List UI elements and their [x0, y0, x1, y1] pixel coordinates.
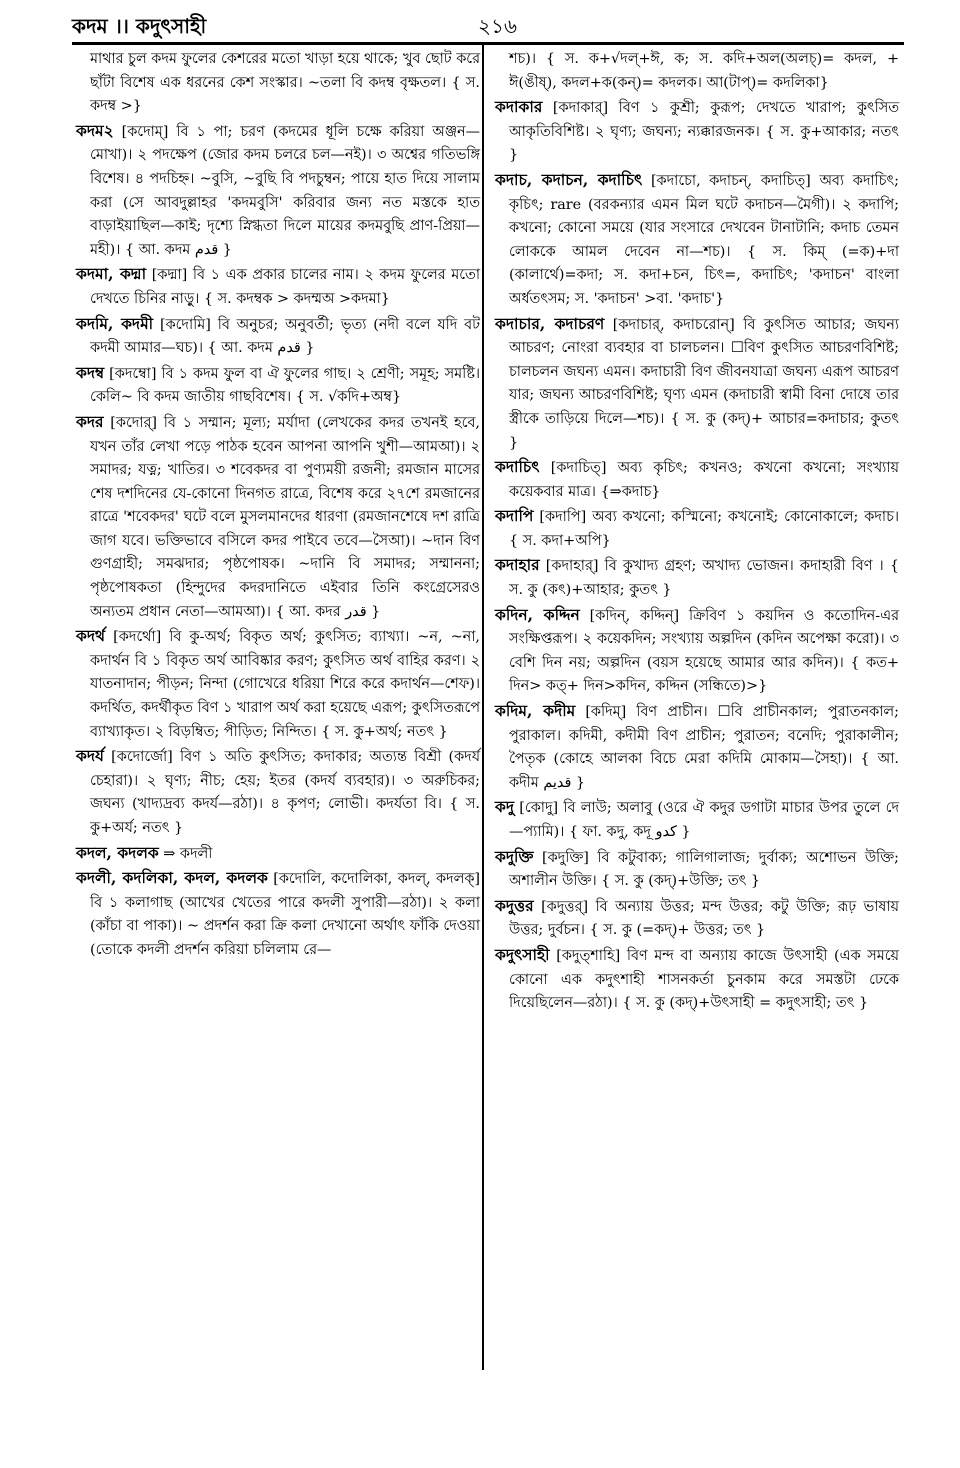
dictionary-entry — [76, 410, 480, 624]
definition: [কদাচার্, কদাচরোন্] বি কুৎসিত আচার; জঘন্য আচরণ; নোংরা ব্যবহার বা চালচলন। ☐বিণ কুৎসিত আচরণবিশিষ্ট; চালচলন জঘন্য এমন। কদাচারী বিণ জীবনযাত্রা জঘন্য এরূপ আচরণ যার; জঘন্য আচরণবিশিষ্ট; ঘৃণ্য এমন (কদাচারী স্বামী বিনা দোষে তার স্ত্রীকে তাড়িয়ে দিলে—শচ)। { স. কু (কদ্)+ আচার=কদাচার; কুতৎ } — [509, 316, 899, 451]
definition: [কদোর্] বি ১ সম্মান; মূল্য; মর্যাদা (লেখকের কদর তখনই হবে, যখন তাঁর লেখা পড়ে পাঠক হবেন আপনা আপনি খুশী—আমআ)। ২ সমাদর; যত্ন; খাতির। ৩ শবেকদর বা পুণ্যময়ী রজনী; রমজান মাসের শেষ দশদিনের যে-কোনো দিনগত রাত্রে, বিশেষ করে ২৭শে রমজানের রাত্রে 'শবেকদর' ঘটে বলে মুসলমানদের ধারণা (রমজানশেষে দশ রাত্রি জাগ যবে। ভক্তিভাবে বসিলে কদর পাইবে তবে—সৈআ)। ~দান বিণ গুণগ্রাহী; সমঝদার; পৃষ্ঠপোষক। ~দানি বি সমাদর; সম্মাননা; পৃষ্ঠপোষকতা (হিন্দুদের কদরদানিতে এইবার তিনি কংগ্রেসেরও অন্যতম প্রধান নেতা—আমআ)। { আ. কদর قدر } — [90, 414, 481, 620]
headword: কদুৎসাহী — [495, 944, 550, 964]
definition: [কদাচিত্] অব্য কৃচিৎ; কখনও; কখনো কখনো; সংখ্যায় কয়েকবার মাত্র। {⇒কদাচ} — [509, 460, 899, 500]
definition: [কদাপি] অব্য কখনো; কস্মিনো; কখনোই; কোনোকালে; কদাচ। { স. কদা+অপি} — [509, 509, 899, 549]
headword: কদর্য — [76, 746, 104, 766]
dictionary-entry — [76, 262, 480, 311]
definition: [কদর্থো] বি কু-অর্থ; বিকৃত অর্থ; কুৎসিত; ব্যাখ্যা। ~ন, ~না, কদার্থন বি ১ বিকৃত অর্থ আবিষ্কার করণ; কুৎসিত অর্থ বাহির করণ। ২ যাতনাদান; পীড়ন; নিন্দা (গোখেরে ধরিয়া শিরে করে কদার্থন—শেফ)। কদর্থিত, কদর্থীকৃত বিণ ১ খারাপ অর্থ করা হয়েছে এরূপ; কুৎসিতরূপে ব্যাখ্যাকৃত। ২ বিড়ম্বিত; পীড়িত; নিন্দিত। { স. কু+অর্থ; নতৎ } — [90, 629, 481, 740]
headword: কদম২ — [76, 120, 114, 140]
dictionary-entry — [495, 312, 899, 456]
headword: কদাপি — [495, 506, 534, 526]
headword: কদু — [495, 797, 514, 817]
dictionary-entry — [76, 744, 480, 840]
definition: [কদুত্তর্] বি অন্যায় উত্তর; মন্দ উত্তর; কটু উক্তি; রূঢ় ভাষায় উত্তর; দুর্বচন। { স. কু (=কদ্)+ উত্তর; তৎ } — [509, 898, 900, 939]
entry-continuation — [76, 48, 480, 119]
headword: কদাচিৎ — [495, 457, 540, 477]
column-divider — [482, 45, 484, 1370]
dictionary-entry — [495, 553, 899, 602]
dictionary-entry — [76, 361, 480, 410]
page-number: ২১৬ — [478, 14, 517, 38]
dictionary-entry — [76, 841, 480, 867]
dictionary-entry — [76, 624, 480, 744]
entry-text: শচ)। { স. ক+√দল্+ঈ, ক; স. কদি+অল(অলচ্)= কদল, + ঈ(ঙীষ্), কদল+ক(কন্)= কদলক। আ(টাপ্)= কদলিকা} — [509, 51, 899, 91]
dictionary-entry — [495, 603, 899, 699]
dictionary-entry — [495, 95, 899, 168]
dictionary-entry — [495, 943, 899, 1016]
headword: কদাকার — [495, 97, 543, 117]
headword: কদাচ, কদাচন, কদাচিৎ — [495, 169, 643, 189]
definition: [কদাহার্] বি কুখাদ্য গ্রহণ; অখাদ্য ভোজন। কদাহারী বিণ । { স. কু (কৎ)+আহার; কুতৎ } — [509, 558, 899, 599]
guide-words: কদম ।। কদুৎসাহী — [72, 14, 207, 38]
headword: কদম্ব — [76, 362, 105, 382]
headword: কদর — [76, 411, 104, 431]
headword: কদমি, কদমী — [76, 313, 154, 333]
definition: [কদিন্, কদ্দিন্] ক্রিবিণ ১ কয়দিন ও কতোদিন-এর সংক্ষিপ্তরূপ। ২ কয়েকদিন; সংখ্যায় অল্পদিন (কদিন অপেক্ষা করো)। ৩ বেশি দিন নয়; অল্পদিন (বয়স হয়েছে আমার আর কদিন)। { কত+ দিন> কত্+ দিন>কদিন, কদ্দিন (সন্ধিতে)>} — [509, 607, 899, 695]
dictionary-entry — [495, 168, 899, 312]
definition: [কদুত্শাহি] বিণ মন্দ বা অন্যায় কাজে উৎসাহী (এক সময়ে কোনো এক কদুৎশাহী শাসনকর্তা চুনকাম করে সমস্তটা ঢেকে দিয়েছিলেন—রঠা)। { স. কু (কদ্)+উৎসাহী = কদুৎসাহী; তৎ } — [509, 947, 899, 1012]
definition: [কদোমি] বি অনুচর; অনুবর্তী; ভৃত্য (নদী বলে যদি বট কদমী আমার—ঘচ)। { আ. কদম قدم } — [90, 316, 480, 357]
definition: [কদিম্] বিণ প্রাচীন। ☐বি প্রাচীনকাল; পুরাতনকাল; পুরাকাল। কদিমী, কদীমী বিণ প্রাচীন; পুরাতন; বনেদি; পুরাকালীন; পৈতৃক (কোহে আলকা বিচে মেরা কদিমি মোকাম—সৈহা)। { আ. কদীম قديم } — [509, 704, 899, 791]
definition: [কদোলি, কদোলিকা, কদল্, কদলক্] বি ১ কলাগাছ (আখের খেতের পারে কদলী সুপারী—রঠা)। ২ কলা (কাঁচা বা পাকা)। ~ প্রদর্শন করা ক্রি কলা দেখানো অর্থাৎ ফাঁকি দেওয়া (তোকে কদলী প্রদর্শন করিয়া চলিলাম রে— — [90, 871, 481, 958]
dictionary-entry — [76, 312, 480, 361]
headword: কদিম, কদীম — [495, 701, 576, 721]
left-column — [76, 48, 480, 963]
dictionary-entry — [76, 866, 480, 962]
definition: [কোদু] বি লাউ; অলাবু (ওরে ঐ কদুর ডগাটা মাচার উপর তুলে দে—প্যামি)। { ফা. কদু, কদূ کدو } — [509, 800, 899, 840]
headword: কদিন, কদ্দিন — [495, 604, 580, 624]
dictionary-entry — [495, 894, 899, 943]
definition: [কদোর্জো] বিণ ১ অতি কুৎসিত; কদাকার; অত্যন্ত বিশ্রী (কদর্য চেহারা)। ২ ঘৃণ্য; নীচ; হেয়; ইতর (কদর্য ব্যবহার)। ৩ অরুচিকর; জঘন্য (খাদ্যদ্রব্য কদর্য—রঠা)। ৪ কৃপণ; লোভী। কদর্যতা বি। { স. কু+অর্য; নতৎ } — [90, 749, 480, 836]
definition: [কদোম্] বি ১ পা; চরণ (কদমের ধূলি চক্ষে করিয়া অঞ্জন—মোখা)। ২ পদক্ষেপ (জোর কদম চলরে চল—নই)। ৩ অশ্বের গতিভঙ্গি বিশেষ। ৪ পদচিহ্ন। ~বুসি, ~বুছি বি পদচুম্বন; পায়ে হাত দিয়ে সালাম করা (সে আবদুল্লাহর 'কদমবুসি' করিবার জন্য নত মস্তকে হাত বাড়াইয়াছিল—কাই; দৃশ্যে স্নিগ্ধতা দিলে মায়ের কদমবুছি প্রাণ-প্রিয়া—মহী)। { আ. কদম قدم } — [90, 123, 480, 258]
headword: কদর্থ — [76, 626, 106, 646]
definition: [কদাকার্] বিণ ১ কুশ্রী; কুরূপ; দেখতে খারাপ; কুৎসিত আকৃতিবিশিষ্ট। ২ ঘৃণ্য; জঘন্য; ন্যক্কারজনক। { স. কু+আকার; নতৎ } — [509, 100, 899, 164]
headword: কদাহার — [495, 555, 540, 575]
dictionary-entry — [495, 699, 899, 795]
headword: কদল, কদলক — [76, 842, 159, 862]
headword: কদুক্তি — [495, 846, 534, 866]
headword: কদাচার, কদাচরণ — [495, 313, 605, 333]
definition: [কদ্মা] বি ১ এক প্রকার চালের নাম। ২ কদম ফুলের মতো দেখতে চিনির নাড়ু। { স. কদম্বক > কদম্মঅ >কদমা} — [90, 267, 481, 307]
dictionary-entry — [495, 845, 899, 894]
right-column — [495, 48, 899, 1016]
definition: [কদম্বো] বি ১ কদম ফুল বা ঐ ফুলের গাছ। ২ শ্রেণী; সমূহ; সমষ্টি। কেলি~ বি কদম জাতীয় গাছবিশেষ। { স. √কদি+অম্ব} — [90, 365, 481, 406]
page-header — [72, 8, 904, 42]
definition: [কদাচো, কদাচন্, কদাচিত্] অব্য কদাচিৎ; কৃচিৎ; rare (বরকন্যার এমন মিল ঘটে কদাচন—মৈগী)। ২ কদাপি; কখনো; কোনো সময়ে (যার সংসারে দেখবেন টানাটানি; কদাচ তেমন লোককে আমল দেবেন না—শচ)। { স. কিম্ (=ক)+দা (কালার্থে)=কদা; স. কদা+চন, চিৎ=, কদাচিৎ; 'কদাচন' বাংলা অর্ধতৎসম; স. 'কদাচন' >বা. 'কদাচ'} — [509, 172, 899, 307]
dictionary-entry — [495, 795, 899, 844]
header-rule — [72, 42, 904, 45]
entry-continuation — [495, 48, 899, 95]
entry-text: মাথার চুল কদম ফুলের কেশরের মতো খাড়া হয়ে থাকে; খুব ছোট করে ছাঁটা বিশেষ এক ধরনের কেশ সংস্কার। ~তলা বি কদম্ব বৃক্ষতল। { স. কদম্ব >} — [90, 51, 480, 115]
dictionary-entry — [495, 455, 899, 504]
definition: [কদুক্তি] বি কটুবাক্য; গালিগালাজ; দুর্বাক্য; অশোভন উক্তি; অশালীন উক্তি। { স. কু (কদ্)+উক্তি; তৎ } — [509, 849, 899, 890]
definition: ⇒ কদলী — [163, 845, 213, 862]
dictionary-entry — [76, 119, 480, 263]
headword: কদুত্তর — [495, 895, 534, 915]
headword: কদমা, কদ্মা — [76, 264, 147, 284]
dictionary-entry — [495, 504, 899, 553]
headword: কদলী, কদলিকা, কদল, কদলক — [76, 868, 268, 888]
